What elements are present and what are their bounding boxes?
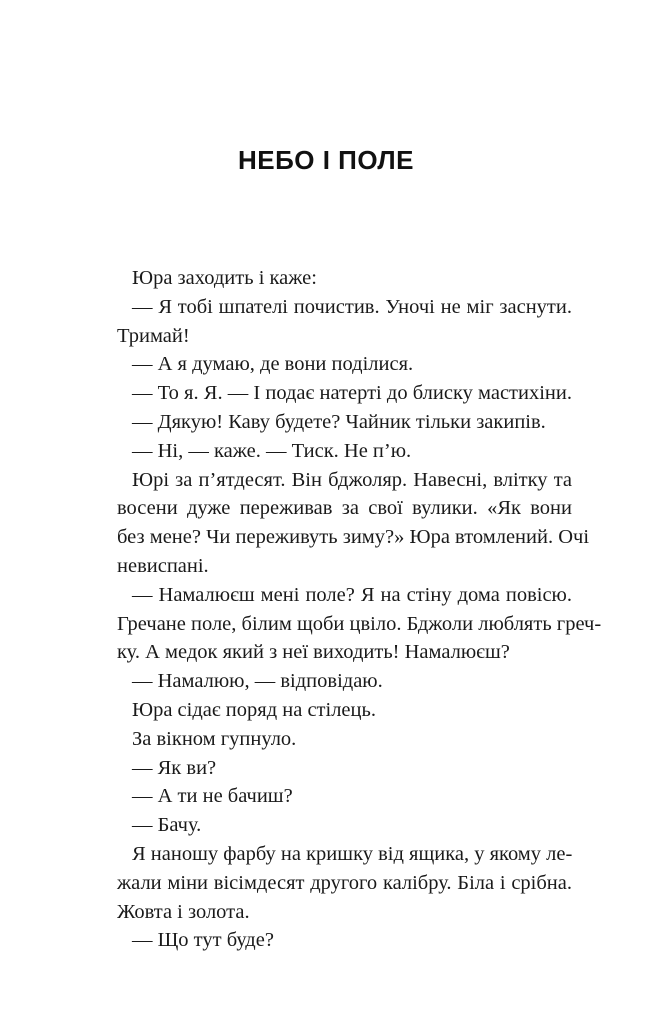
text-line: Тримай! xyxy=(117,324,190,347)
text-line: — Що тут буде? xyxy=(132,929,274,952)
chapter-title: НЕБО І ПОЛЕ xyxy=(237,145,415,175)
text-line: жали міни вісімдесят другого калібру. Біла і срібна. xyxy=(117,871,572,894)
text-line: — Ні, — каже. — Тиск. Не п’ю. xyxy=(132,439,412,462)
text-line: Юра сідає поряд на стілець. xyxy=(132,698,376,721)
text-line: восени дуже переживав за свої вулики. «Як вони xyxy=(117,497,572,520)
text-line: — А ти не бачиш? xyxy=(132,785,293,808)
text-line: Юрі за п’ятдесят. Він бджоляр. Навесні, влітку та xyxy=(132,468,572,491)
text-line: Я наношу фарбу на кришку від ящика, у якому ле- xyxy=(132,842,573,865)
text-line: — Бачу. xyxy=(132,814,202,837)
text-line: Юра заходить і каже: xyxy=(132,267,317,289)
text-line: — Намалюєш мені поле? Я на стіну дома повісю. xyxy=(132,583,572,606)
text-line: ку. А медок який з неї виходить! Намалюєш? xyxy=(117,641,510,664)
text-line: — Я тобі шпателі почистив. Уночі не міг заснути. xyxy=(132,295,572,318)
body-text xyxy=(117,264,602,955)
text-line: За вікном гупнуло. xyxy=(132,727,297,750)
text-line: — Як ви? xyxy=(132,756,217,779)
text-line: Жовта і золота. xyxy=(117,900,250,923)
text-line: — Дякую! Каву будете? Чайник тільки закипів. xyxy=(132,410,546,433)
text-line: невиспані. xyxy=(117,554,209,577)
text-line: Гречане поле, білим щоби цвіло. Бджоли люблять греч- xyxy=(117,612,602,635)
text-line: без мене? Чи переживуть зиму?» Юра втомлений. Очі xyxy=(117,526,590,549)
text-line: — То я. Я. — І подає натерті до блиску мастихіни. xyxy=(132,382,572,405)
text-line: — Намалюю, — відповідаю. xyxy=(132,670,383,693)
text-line: — А я думаю, де вони поділися. xyxy=(132,353,414,376)
